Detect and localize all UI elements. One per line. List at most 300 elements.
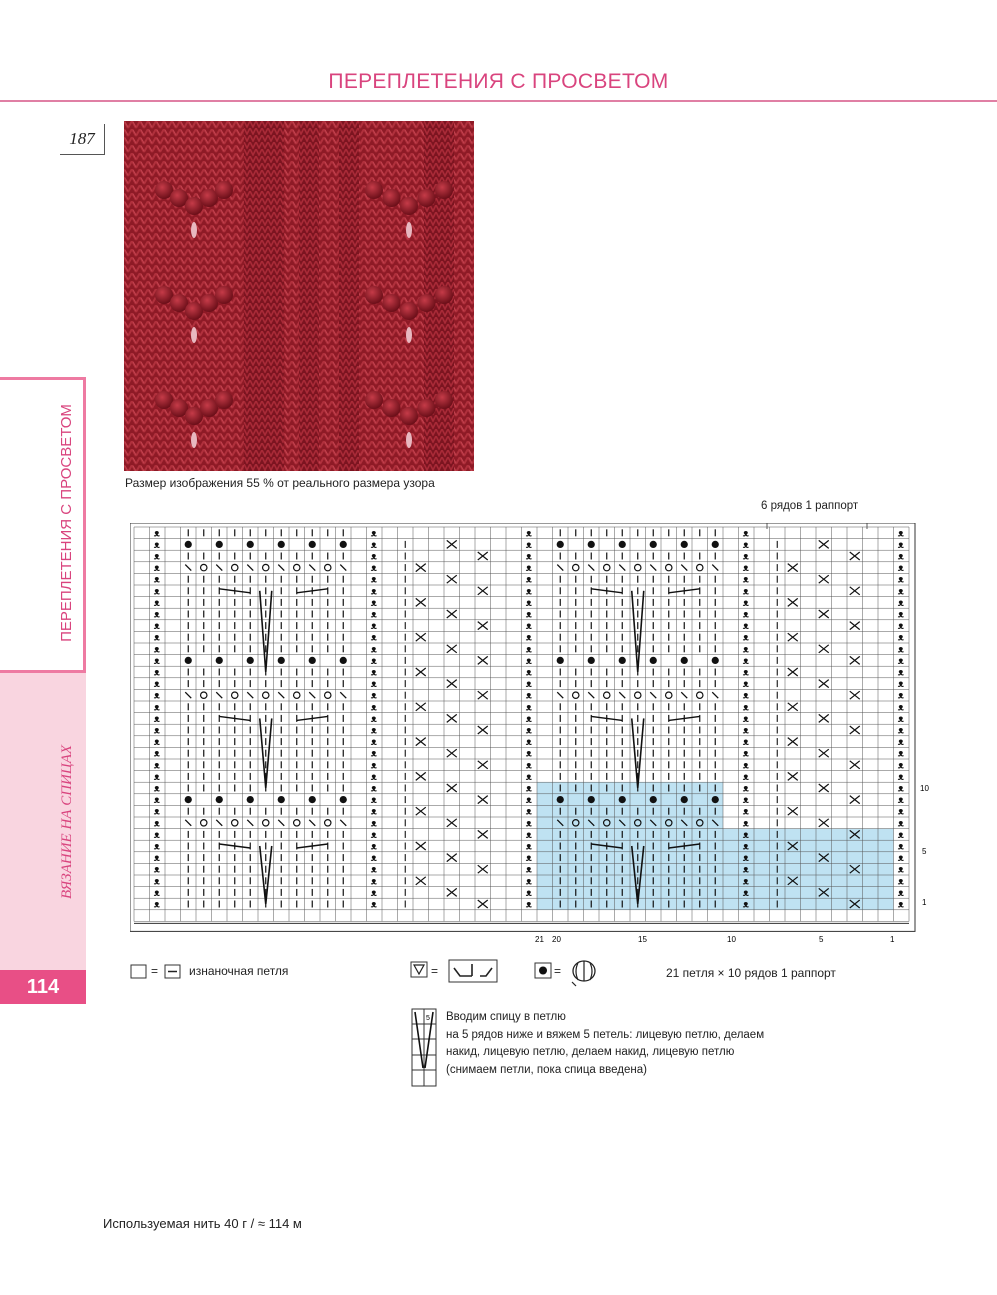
- twisted-knit-symbol: ᴥ: [153, 795, 160, 807]
- decrease-symbol: [278, 565, 284, 571]
- twisted-knit-symbol: ᴥ: [153, 760, 160, 772]
- decrease-symbol: [340, 692, 346, 698]
- bobble: [418, 294, 436, 312]
- twisted-knit-symbol: ᴥ: [153, 574, 160, 586]
- cross-equals: =: [431, 964, 439, 978]
- header-divider: [0, 100, 997, 102]
- decrease-symbol: [588, 692, 594, 698]
- bobble: [400, 197, 418, 215]
- decrease-symbol: [619, 565, 625, 571]
- yarn-over-symbol: [573, 692, 579, 698]
- twisted-knit-symbol: ᴥ: [742, 737, 749, 749]
- yarn-over-symbol: [325, 820, 331, 826]
- twisted-knit-symbol: ᴥ: [370, 841, 377, 853]
- bobble-symbol: [185, 541, 192, 548]
- cross-stitch-symbol: [850, 552, 860, 560]
- twisted-knit-symbol: ᴥ: [897, 563, 904, 575]
- decrease-symbol: [309, 565, 315, 571]
- cluster-explanation-line: накид, лицевую петлю, делаем накид, лицевую петлю: [446, 1046, 735, 1058]
- twisted-knit-symbol: ᴥ: [897, 748, 904, 760]
- twisted-knit-symbol: ᴥ: [370, 829, 377, 841]
- twisted-knit-symbol: ᴥ: [897, 528, 904, 540]
- twisted-knit-symbol: ᴥ: [742, 783, 749, 795]
- bobble-symbol: [340, 657, 347, 664]
- cross-stitch-symbol: [478, 656, 488, 664]
- cluster-legend-symbol: [411, 1008, 439, 1088]
- yarn-over-symbol: [232, 692, 238, 698]
- twisted-knit-symbol: ᴥ: [153, 621, 160, 633]
- twisted-knit-symbol: ᴥ: [742, 713, 749, 725]
- sidebar-book-label: ВЯЗАНИЕ НА СПИЦАХ: [59, 744, 75, 900]
- bobble-symbol: [216, 796, 223, 803]
- twisted-knit-symbol: ᴥ: [525, 597, 532, 609]
- cross-stitch-symbol: [416, 738, 426, 746]
- twisted-knit-symbol: ᴥ: [525, 713, 532, 725]
- twisted-knit-symbol: ᴥ: [153, 887, 160, 899]
- twisted-knit-symbol: ᴥ: [742, 771, 749, 783]
- twisted-knit-symbol: ᴥ: [897, 899, 904, 911]
- bobble-legend-symbols: [534, 958, 604, 988]
- bobble: [435, 391, 453, 409]
- bobble-symbol: [185, 796, 192, 803]
- twisted-knit-symbol: ᴥ: [897, 679, 904, 691]
- cross-stitch-symbol: [819, 645, 829, 653]
- twisted-knit-symbol: ᴥ: [897, 586, 904, 598]
- twisted-knit-symbol: ᴥ: [370, 679, 377, 691]
- cross-stitch-symbol: [478, 900, 488, 908]
- twisted-knit-symbol: ᴥ: [370, 586, 377, 598]
- cross-stitch-symbol: [819, 749, 829, 757]
- bobble: [365, 391, 383, 409]
- twisted-knit-symbol: ᴥ: [370, 574, 377, 586]
- twisted-knit-symbol: ᴥ: [742, 887, 749, 899]
- twisted-knit-symbol: ᴥ: [742, 632, 749, 644]
- bobble-symbol: [557, 796, 564, 803]
- cross-stitch-symbol: [447, 575, 457, 583]
- cross-stitch-symbol: [850, 796, 860, 804]
- rib-column: [339, 121, 359, 471]
- twisted-knit-symbol: ᴥ: [742, 725, 749, 737]
- yarn-over-symbol: [635, 564, 641, 570]
- bobble-symbol: [650, 657, 657, 664]
- pattern-number: 187: [60, 124, 105, 155]
- twisted-knit-symbol: ᴥ: [153, 702, 160, 714]
- col-number: 5: [819, 935, 824, 944]
- twisted-knit-symbol: ᴥ: [897, 655, 904, 667]
- bobble-symbol: [557, 657, 564, 664]
- twisted-knit-symbol: ᴥ: [897, 621, 904, 633]
- twisted-knit-symbol: ᴥ: [153, 853, 160, 865]
- bobble-symbol: [588, 541, 595, 548]
- cross-stitch-symbol: [416, 598, 426, 606]
- twisted-knit-symbol: ᴥ: [742, 899, 749, 911]
- decrease-symbol: [340, 820, 346, 826]
- twisted-knit-symbol: ᴥ: [525, 841, 532, 853]
- bobble: [215, 286, 233, 304]
- decrease-symbol: [278, 820, 284, 826]
- bobble-symbol: [619, 796, 626, 803]
- twisted-knit-symbol: ᴥ: [525, 783, 532, 795]
- twisted-knit-symbol: ᴥ: [153, 528, 160, 540]
- cross-stitch-symbol: [416, 807, 426, 815]
- stitch-repeat-info: 21 петля × 10 рядов 1 раппорт: [666, 966, 836, 980]
- twisted-knit-symbol: ᴥ: [897, 829, 904, 841]
- knitting-chart: [130, 523, 938, 945]
- bobble-symbol: [278, 541, 285, 548]
- twisted-knit-symbol: ᴥ: [153, 597, 160, 609]
- twisted-knit-symbol: ᴥ: [153, 539, 160, 551]
- yarn-over-symbol: [294, 692, 300, 698]
- twisted-knit-symbol: ᴥ: [370, 667, 377, 679]
- bobble-symbol: [588, 796, 595, 803]
- cross-stitch-symbol: [788, 703, 798, 711]
- twisted-knit-symbol: ᴥ: [525, 771, 532, 783]
- col-number: 21: [535, 935, 544, 944]
- bobble-symbol: [216, 541, 223, 548]
- twisted-knit-symbol: ᴥ: [153, 748, 160, 760]
- twisted-knit-symbol: ᴥ: [525, 876, 532, 888]
- cross-stitch-symbol: [478, 622, 488, 630]
- cross-stitch-symbol: [416, 772, 426, 780]
- cluster-explanation-line: Вводим спицу в петлю: [446, 1011, 566, 1023]
- cross-stitch-symbol: [819, 784, 829, 792]
- decrease-symbol: [216, 820, 222, 826]
- cross-stitch-symbol: [850, 656, 860, 664]
- cross-stitch-symbol: [788, 633, 798, 641]
- decrease-symbol: [247, 820, 253, 826]
- twisted-knit-symbol: ᴥ: [370, 864, 377, 876]
- twisted-knit-symbol: ᴥ: [897, 806, 904, 818]
- twisted-knit-symbol: ᴥ: [370, 748, 377, 760]
- twisted-knit-symbol: ᴥ: [370, 528, 377, 540]
- cross-stitch-symbol: [819, 610, 829, 618]
- twisted-knit-symbol: ᴥ: [153, 551, 160, 563]
- twisted-knit-symbol: ᴥ: [742, 644, 749, 656]
- bobble-symbol: [712, 657, 719, 664]
- twisted-knit-symbol: ᴥ: [742, 690, 749, 702]
- twisted-knit-symbol: ᴥ: [742, 806, 749, 818]
- decrease-symbol: [185, 692, 191, 698]
- twisted-knit-symbol: ᴥ: [525, 574, 532, 586]
- bobble-symbol: [185, 657, 192, 664]
- yarn-over-symbol: [666, 564, 672, 570]
- cluster-explanation-line: (снимаем петли, пока спица введена): [446, 1063, 647, 1076]
- repeat-brace: [767, 523, 867, 529]
- twisted-knit-symbol: ᴥ: [153, 806, 160, 818]
- cross-stitch-symbol: [850, 622, 860, 630]
- bobble-symbol: [278, 657, 285, 664]
- bobble: [418, 399, 436, 417]
- twisted-knit-symbol: ᴥ: [897, 702, 904, 714]
- twisted-knit-symbol: ᴥ: [370, 876, 377, 888]
- twisted-knit-symbol: ᴥ: [153, 655, 160, 667]
- decrease-symbol: [588, 565, 594, 571]
- bobble-symbol: [278, 796, 285, 803]
- yarn-over-symbol: [294, 564, 300, 570]
- twisted-knit-symbol: ᴥ: [742, 760, 749, 772]
- purl-legend-symbols: [130, 963, 190, 981]
- twisted-knit-symbol: ᴥ: [897, 876, 904, 888]
- twisted-knit-symbol: ᴥ: [153, 644, 160, 656]
- twisted-knit-symbol: ᴥ: [525, 679, 532, 691]
- twisted-knit-symbol: ᴥ: [742, 853, 749, 865]
- twisted-knit-symbol: ᴥ: [525, 539, 532, 551]
- cross-stitch-symbol: [447, 749, 457, 757]
- decrease-symbol: [681, 692, 687, 698]
- bobble: [400, 302, 418, 320]
- col-number: 15: [638, 935, 647, 944]
- twisted-knit-symbol: ᴥ: [370, 899, 377, 911]
- twisted-knit-symbol: ᴥ: [153, 667, 160, 679]
- page-header-title: ПЕРЕПЛЕТЕНИЯ С ПРОСВЕТОМ: [328, 70, 669, 93]
- twisted-knit-symbol: ᴥ: [525, 853, 532, 865]
- bobble-symbol: [216, 657, 223, 664]
- twisted-knit-symbol: ᴥ: [525, 586, 532, 598]
- decrease-symbol: [557, 565, 563, 571]
- eyelet: [406, 327, 412, 343]
- twisted-knit-symbol: ᴥ: [153, 876, 160, 888]
- cross-stitch-symbol: [788, 807, 798, 815]
- twisted-knit-symbol: ᴥ: [897, 713, 904, 725]
- decrease-symbol: [309, 692, 315, 698]
- bobble: [435, 181, 453, 199]
- cross-stitch-symbol: [788, 738, 798, 746]
- twisted-knit-symbol: ᴥ: [742, 702, 749, 714]
- twisted-knit-symbol: ᴥ: [153, 679, 160, 691]
- twisted-knit-symbol: ᴥ: [742, 748, 749, 760]
- cross-legend-symbols: [410, 958, 500, 986]
- twisted-knit-symbol: ᴥ: [897, 644, 904, 656]
- twisted-knit-symbol: ᴥ: [370, 690, 377, 702]
- yarn-over-symbol: [232, 820, 238, 826]
- bobble-equals: =: [554, 964, 562, 978]
- cross-stitch-symbol: [478, 587, 488, 595]
- cross-stitch-symbol: [850, 691, 860, 699]
- twisted-knit-symbol: ᴥ: [742, 551, 749, 563]
- twisted-knit-symbol: ᴥ: [525, 806, 532, 818]
- twisted-knit-symbol: ᴥ: [897, 818, 904, 830]
- twisted-knit-symbol: ᴥ: [742, 829, 749, 841]
- twisted-knit-symbol: ᴥ: [525, 725, 532, 737]
- row-number: 5: [922, 847, 927, 856]
- twisted-knit-symbol: ᴥ: [370, 725, 377, 737]
- bobble-symbol: [247, 657, 254, 664]
- twisted-knit-symbol: ᴥ: [370, 783, 377, 795]
- twisted-knit-symbol: ᴥ: [525, 632, 532, 644]
- bobble-symbol: [309, 796, 316, 803]
- twisted-knit-symbol: ᴥ: [153, 737, 160, 749]
- twisted-knit-symbol: ᴥ: [370, 621, 377, 633]
- eyelet: [191, 327, 197, 343]
- cluster-explanation: [446, 1009, 806, 1079]
- yarn-over-symbol: [325, 564, 331, 570]
- bobble-symbol: [681, 541, 688, 548]
- cross-stitch-symbol: [788, 772, 798, 780]
- photo-caption: Размер изображения 55 % от реального размера узора: [125, 476, 435, 490]
- twisted-knit-symbol: ᴥ: [742, 597, 749, 609]
- cross-stitch-symbol: [416, 877, 426, 885]
- twisted-knit-symbol: ᴥ: [897, 667, 904, 679]
- bobble-symbol: [557, 541, 564, 548]
- twisted-knit-symbol: ᴥ: [525, 887, 532, 899]
- cross-stitch-symbol: [478, 552, 488, 560]
- bobble: [435, 286, 453, 304]
- twisted-knit-symbol: ᴥ: [525, 621, 532, 633]
- yarn-over-symbol: [201, 820, 207, 826]
- twisted-knit-symbol: ᴥ: [742, 841, 749, 853]
- bobble: [383, 294, 401, 312]
- twisted-knit-symbol: ᴥ: [742, 574, 749, 586]
- yarn-over-symbol: [325, 692, 331, 698]
- bobble-symbol: [650, 796, 657, 803]
- decrease-symbol: [185, 565, 191, 571]
- cross-stitch-symbol: [447, 610, 457, 618]
- purl-equals: =: [151, 964, 159, 978]
- decrease-symbol: [185, 820, 191, 826]
- decrease-symbol: [557, 692, 563, 698]
- twisted-knit-symbol: ᴥ: [897, 725, 904, 737]
- decrease-symbol: [247, 565, 253, 571]
- twisted-knit-symbol: ᴥ: [897, 551, 904, 563]
- twisted-knit-symbol: ᴥ: [742, 667, 749, 679]
- yarn-over-symbol: [697, 564, 703, 570]
- twisted-knit-symbol: ᴥ: [897, 771, 904, 783]
- bobble: [365, 181, 383, 199]
- twisted-knit-symbol: ᴥ: [742, 528, 749, 540]
- twisted-knit-symbol: ᴥ: [370, 563, 377, 575]
- decrease-symbol: [712, 692, 718, 698]
- twisted-knit-symbol: ᴥ: [370, 887, 377, 899]
- yarn-over-symbol: [201, 692, 207, 698]
- yarn-over-symbol: [201, 564, 207, 570]
- twisted-knit-symbol: ᴥ: [525, 748, 532, 760]
- twisted-knit-symbol: ᴥ: [525, 760, 532, 772]
- cross-stitch-symbol: [819, 540, 829, 548]
- yarn-over-symbol: [604, 692, 610, 698]
- yarn-over-symbol: [294, 820, 300, 826]
- cross-stitch-symbol: [447, 819, 457, 827]
- twisted-knit-symbol: ᴥ: [897, 539, 904, 551]
- decrease-symbol: [309, 820, 315, 826]
- twisted-knit-symbol: ᴥ: [370, 539, 377, 551]
- twisted-knit-symbol: ᴥ: [897, 597, 904, 609]
- cross-stitch-symbol: [447, 680, 457, 688]
- twisted-knit-symbol: ᴥ: [525, 655, 532, 667]
- twisted-knit-symbol: ᴥ: [370, 551, 377, 563]
- twisted-knit-symbol: ᴥ: [897, 783, 904, 795]
- row-number: 10: [920, 784, 929, 793]
- cluster-explanation-line: на 5 рядов ниже и вяжем 5 петель: лицевую петлю, делаем: [446, 1028, 765, 1041]
- bobble: [383, 189, 401, 207]
- cross-stitch-symbol: [416, 633, 426, 641]
- twisted-knit-symbol: ᴥ: [153, 690, 160, 702]
- twisted-knit-symbol: ᴥ: [525, 644, 532, 656]
- cluster-legend-number: 5: [426, 1015, 430, 1022]
- twisted-knit-symbol: ᴥ: [742, 679, 749, 691]
- twisted-knit-symbol: ᴥ: [153, 563, 160, 575]
- cross-stitch-symbol: [447, 540, 457, 548]
- cross-stitch-symbol: [447, 784, 457, 792]
- twisted-knit-symbol: ᴥ: [742, 655, 749, 667]
- twisted-knit-symbol: ᴥ: [897, 737, 904, 749]
- twisted-knit-symbol: ᴥ: [153, 725, 160, 737]
- twisted-knit-symbol: ᴥ: [370, 713, 377, 725]
- cross-stitch-symbol: [447, 645, 457, 653]
- bobble: [215, 181, 233, 199]
- twisted-knit-symbol: ᴥ: [370, 609, 377, 621]
- rib-column: [244, 121, 284, 471]
- bobble-symbol: [309, 657, 316, 664]
- cross-stitch-symbol: [478, 761, 488, 769]
- bobble-symbol: [247, 796, 254, 803]
- bobble: [365, 286, 383, 304]
- twisted-knit-symbol: ᴥ: [897, 841, 904, 853]
- twisted-knit-symbol: ᴥ: [370, 702, 377, 714]
- eyelet: [191, 432, 197, 448]
- twisted-knit-symbol: ᴥ: [370, 853, 377, 865]
- eyelet: [191, 222, 197, 238]
- cross-stitch-symbol: [478, 830, 488, 838]
- yarn-over-symbol: [232, 564, 238, 570]
- page-number: 114: [0, 970, 86, 1004]
- cross-stitch-symbol: [447, 888, 457, 896]
- bobble-symbol: [588, 657, 595, 664]
- twisted-knit-symbol: ᴥ: [153, 713, 160, 725]
- twisted-knit-symbol: ᴥ: [742, 864, 749, 876]
- bobble-symbol: [309, 541, 316, 548]
- bobble-symbol: [619, 541, 626, 548]
- yarn-over-symbol: [635, 692, 641, 698]
- bobble-symbol: [681, 657, 688, 664]
- bobble: [215, 391, 233, 409]
- twisted-knit-symbol: ᴥ: [525, 818, 532, 830]
- twisted-knit-symbol: ᴥ: [525, 737, 532, 749]
- twisted-knit-symbol: ᴥ: [897, 760, 904, 772]
- bobble-symbol: [619, 657, 626, 664]
- eyelet: [406, 222, 412, 238]
- bobble-symbol: [650, 541, 657, 548]
- purl-legend-label: изнаночная петля: [189, 964, 289, 978]
- yarn-over-symbol: [263, 564, 269, 570]
- twisted-knit-symbol: ᴥ: [742, 563, 749, 575]
- decrease-symbol: [619, 692, 625, 698]
- twisted-knit-symbol: ᴥ: [525, 864, 532, 876]
- twisted-knit-symbol: ᴥ: [153, 818, 160, 830]
- twisted-knit-symbol: ᴥ: [153, 586, 160, 598]
- cross-stitch-symbol: [819, 714, 829, 722]
- twisted-knit-symbol: ᴥ: [370, 760, 377, 772]
- twisted-knit-symbol: ᴥ: [525, 795, 532, 807]
- rib-column: [299, 121, 319, 471]
- twisted-knit-symbol: ᴥ: [525, 551, 532, 563]
- twisted-knit-symbol: ᴥ: [897, 609, 904, 621]
- twisted-knit-symbol: ᴥ: [897, 864, 904, 876]
- twisted-knit-symbol: ᴥ: [742, 539, 749, 551]
- cross-stitch-symbol: [788, 598, 798, 606]
- bobble-symbol: [340, 796, 347, 803]
- col-number: 10: [727, 935, 736, 944]
- twisted-knit-symbol: ᴥ: [525, 609, 532, 621]
- decrease-symbol: [216, 692, 222, 698]
- twisted-knit-symbol: ᴥ: [525, 563, 532, 575]
- twisted-knit-symbol: ᴥ: [742, 609, 749, 621]
- knitted-swatch-photo: [124, 121, 474, 471]
- cross-stitch-symbol: [447, 854, 457, 862]
- col-number: 20: [552, 935, 561, 944]
- twisted-knit-symbol: ᴥ: [525, 690, 532, 702]
- decrease-symbol: [681, 565, 687, 571]
- cross-stitch-symbol: [788, 564, 798, 572]
